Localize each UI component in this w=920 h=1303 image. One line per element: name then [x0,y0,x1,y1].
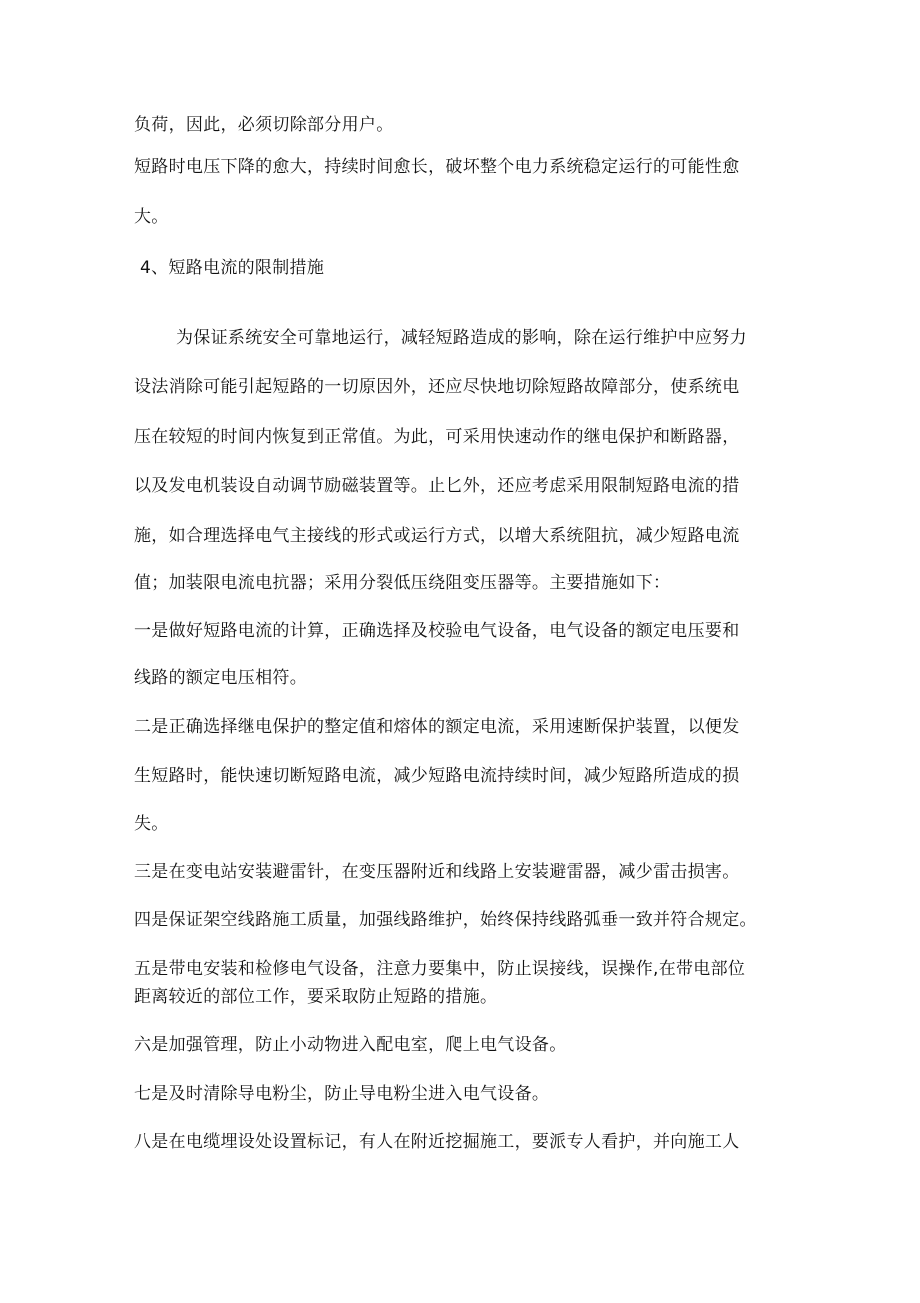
section-heading: 4、短路电流的限制措施 [140,258,325,278]
measure-4-line-1: 四是保证架空线路施工质量，加强线路维护，始终保持线路弧垂一致并符合规定。 [134,910,757,930]
measure-7-line-1: 七是及时清除导电粉尘，防止导电粉尘进入电气设备。 [134,1084,550,1104]
measure-5-line-2: 距离较近的部位工作，要采取防止短路的措施。 [134,987,498,1007]
measure-2-line-3: 失。 [134,814,169,834]
paragraph-line-4: 以及发电机装设自动调节励磁装置等。止匕外，还应考虑采用限制短路电流的措 [134,476,740,496]
paragraph-line-3: 压在较短的时间内恢复到正常值。为此，可采用快速动作的继电保护和断路器， [134,427,740,447]
paragraph-line-6: 值；加装限电流电抗器；采用分裂低压绕阻变压器等。主要措施如下： [134,573,671,593]
measure-6-line-1: 六是加强管理，防止小动物进入配电室，爬上电气设备。 [134,1035,567,1055]
paragraph-line-5: 施，如合理选择电气主接线的形式或运行方式，以增大系统阻抗，减少短路电流 [134,526,740,546]
measure-5-line-1: 五是带电安装和检修电气设备，注意力要集中，防止误接线，误操作,在带电部位 [134,959,746,979]
text-line-2: 短路时电压下降的愈大，持续时间愈长，破坏整个电力系统稳定运行的可能性愈 [134,157,740,177]
paragraph-line-1: 为保证系统安全可靠地运行，减轻短路造成的影响，除在运行维护中应努力 [176,328,747,348]
measure-2-line-1: 二是正确选择继电保护的整定值和熔体的额定电流，采用速断保护装置，以便发 [134,717,740,737]
measure-1-line-1: 一是做好短路电流的计算，正确选择及校验电气设备，电气设备的额定电压要和 [134,621,740,641]
measure-8-line-1: 八是在电缆埋设处设置标记，有人在附近挖掘施工，要派专人看护，并向施工人 [134,1132,740,1152]
measure-3-line-1: 三是在变电站安装避雷针，在变压器附近和线路上安装避雷器，减少雷击损害。 [134,862,740,882]
measure-1-line-2: 线路的额定电压相符。 [134,668,307,688]
text-line-1: 负荷，因此，必须切除部分用户。 [134,115,394,135]
measure-2-line-2: 生短路时，能快速切断短路电流，减少短路电流持续时间，减少短路所造成的损 [134,766,740,786]
text-line-3: 大。 [134,207,169,227]
paragraph-line-2: 设法消除可能引起短路的一切原因外，还应尽快地切除短路故障部分，使系统电 [134,377,740,397]
